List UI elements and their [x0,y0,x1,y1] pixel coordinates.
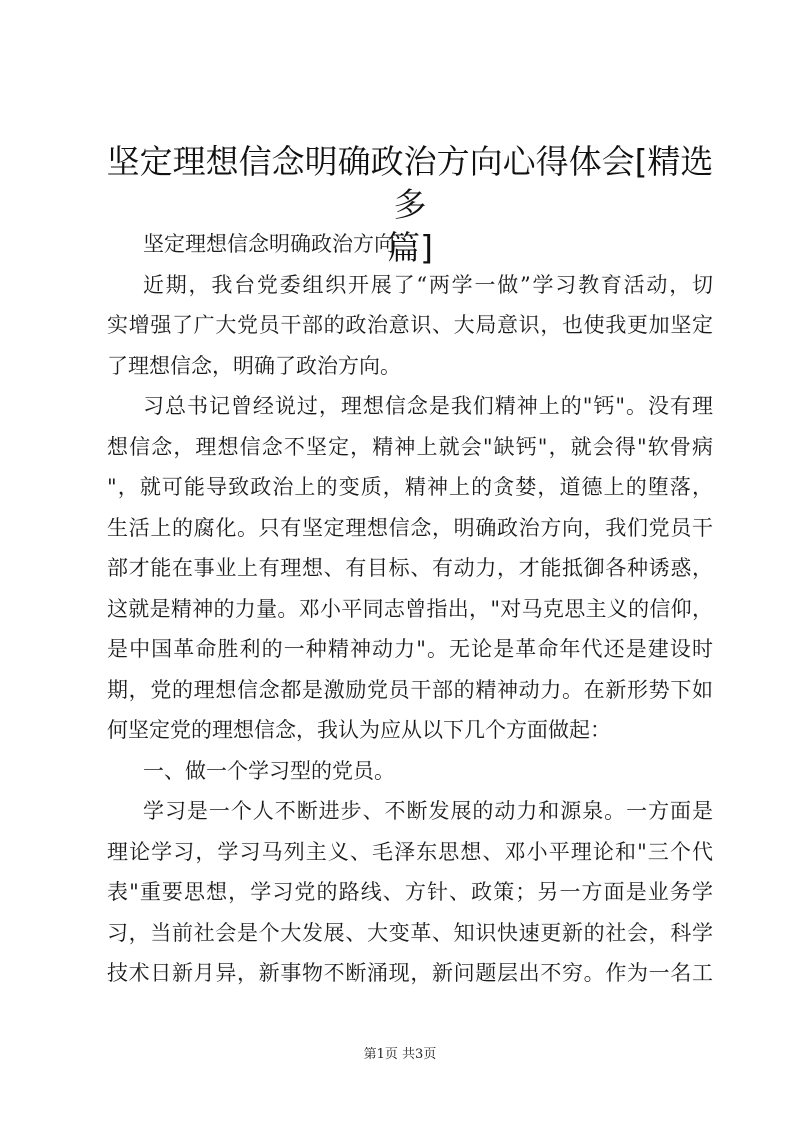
text-line: 理论学习，学习马列主义、毛泽东思想、邓小平理论和"三个代 [107,839,713,864]
text-line: 这就是精神的力量。邓小平同志曾指出，"对马克思主义的信仰， [107,596,713,621]
text-line: 了理想信念，明确了政治方向。 [107,353,401,378]
text-line: 实增强了广大党员干部的政治意识、大局意识，也使我更加坚定 [107,313,713,337]
text-line: 技术日新月异，新事物不断涌现，新问题层出不穷。作为一名工 [107,961,713,985]
text-line: 习总书记曾经说过，理想信念是我们精神上的"钙"。没有理 [143,394,713,418]
document-body [107,229,713,999]
text-line: 生活上的腐化。只有坚定理想信念，明确政治方向，我们党员干 [107,515,713,540]
text-line: 习，当前社会是个大发展、大变革、知识快速更新的社会，科学 [107,920,713,945]
text-line: 期，党的理想信念都是激励党员干部的精神动力。在新形势下如 [107,677,713,702]
text-line: 学习是一个人不断进步、不断发展的动力和源泉。一方面是 [143,799,713,823]
text-line: 一、做一个学习型的党员。 [143,758,395,783]
text-line: 是中国革命胜利的一种精神动力"。无论是革命年代还是建设时 [107,637,713,661]
text-line: 何坚定党的理想信念，我认为应从以下几个方面做起： [107,718,611,742]
text-line: 想信念，理想信念不坚定，精神上就会"缺钙"，就会得"软骨病 [107,434,713,459]
page-footer: 第1页 共3页 [363,1047,437,1062]
text-line: 近期，我台党委组织开展了“两学一做”学习教育活动，切 [143,272,713,297]
text-line: 坚定理想信念明确政治方向 [143,232,395,256]
title-line: 篇] [387,228,433,267]
text-line: "，就可能导致政治上的变质，精神上的贪婪，道德上的堕落， [107,475,713,499]
title-line: 坚定理想信念明确政治方向心得体会[精选多 [106,142,714,224]
text-line: 部才能在事业上有理想、有目标、有动力，才能抵御各种诱惑， [107,556,713,580]
text-line: 表"重要思想，学习党的路线、方针、政策；另一方面是业务学 [107,880,713,904]
